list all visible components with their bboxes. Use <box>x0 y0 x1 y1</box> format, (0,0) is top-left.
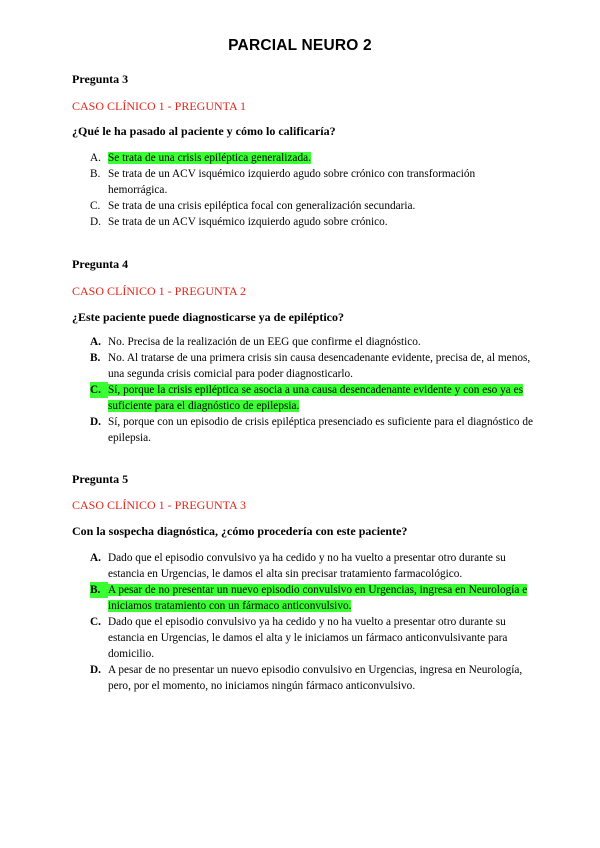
question-number: Pregunta 4 <box>72 257 129 271</box>
option-b <box>90 166 535 198</box>
option-text: No. Precisa de la realización de un EEG que confirme el diagnóstico. <box>108 336 421 348</box>
option-text: Se trata de un ACV isquémico izquierdo agudo sobre crónico. <box>108 216 388 228</box>
option-letter: A. <box>90 152 101 164</box>
option-text-correct: Sí, porque la crisis epiléptica se asocia a una causa desencadenante evidente y con eso ya es suficiente para el diagnóstico de epilepsia. <box>108 384 523 412</box>
option-text: A pesar de no presentar un nuevo episodio convulsivo en Urgencias, ingresa en Neurología, pero, por el momento, no iniciamos ningún fármaco anticonvulsivo. <box>108 664 523 692</box>
option-text: No. Al tratarse de una primera crisis sin causa desencadenante evidente, precisa de, al menos, una segunda crisis comicial para poder diagnosticarlo. <box>108 352 531 380</box>
option-a <box>90 150 535 166</box>
page-title: PARCIAL NEURO 2 <box>228 37 372 54</box>
case-heading: CASO CLÍNICO 1 - PREGUNTA 3 <box>72 498 247 512</box>
option-text: Se trata de un ACV isquémico izquierdo agudo sobre crónico con transformación hemorrágica. <box>108 168 476 196</box>
option-letter: A. <box>90 336 101 348</box>
case-heading: CASO CLÍNICO 1 - PREGUNTA 2 <box>72 284 247 298</box>
option-d <box>90 414 535 446</box>
options-list <box>90 334 535 446</box>
option-letter: C. <box>90 382 108 398</box>
option-c <box>90 614 535 662</box>
option-text: Se trata de una crisis epiléptica focal con generalización secundaria. <box>108 200 416 212</box>
option-text: Dado que el episodio convulsivo ya ha cedido y no ha vuelto a presentar otro durante su estancia en Urgencias, le damos el alta sin precisar tratamiento farmacológico. <box>108 552 506 580</box>
option-a <box>90 334 535 350</box>
option-c <box>90 198 535 214</box>
option-a <box>90 550 535 582</box>
option-b <box>90 582 535 614</box>
options-list <box>90 150 535 230</box>
option-letter: C. <box>90 616 101 628</box>
question-number: Pregunta 3 <box>72 72 129 86</box>
option-letter: B. <box>90 168 101 180</box>
option-text: Dado que el episodio convulsivo ya ha cedido y no ha vuelto a presentar otro durante su estancia en Urgencias, le damos el alta y le iniciamos un fármaco anticonvulsivante para domicilio. <box>108 616 508 660</box>
option-text-correct: A pesar de no presentar un nuevo episodio convulsivo en Urgencias, ingresa en Neurología e iniciamos tratamiento con un fármaco anticonvulsivo. <box>108 584 528 612</box>
option-letter: D. <box>90 216 101 228</box>
option-letter: B. <box>90 352 101 364</box>
option-letter: C. <box>90 200 101 212</box>
option-letter: B. <box>90 582 108 598</box>
option-b <box>90 350 535 382</box>
options-list <box>90 550 535 694</box>
option-text: Sí, porque con un episodio de crisis epiléptica presenciado es suficiente para el diagnóstico de epilepsia. <box>108 416 534 444</box>
question-stem: ¿Este paciente puede diagnosticarse ya de epiléptico? <box>72 310 344 324</box>
question-stem: ¿Qué le ha pasado al paciente y cómo lo calificaría? <box>72 124 336 138</box>
option-letter: A. <box>90 552 101 564</box>
option-d <box>90 214 535 230</box>
question-number: Pregunta 5 <box>72 472 129 486</box>
option-d <box>90 662 535 694</box>
option-c <box>90 382 535 414</box>
option-letter: D. <box>90 416 101 428</box>
case-heading: CASO CLÍNICO 1 - PREGUNTA 1 <box>72 99 247 113</box>
option-text-correct: Se trata de una crisis epiléptica generalizada. <box>108 152 311 164</box>
question-stem: Con la sospecha diagnóstica, ¿cómo procedería con este paciente? <box>72 524 408 538</box>
option-letter: D. <box>90 664 101 676</box>
